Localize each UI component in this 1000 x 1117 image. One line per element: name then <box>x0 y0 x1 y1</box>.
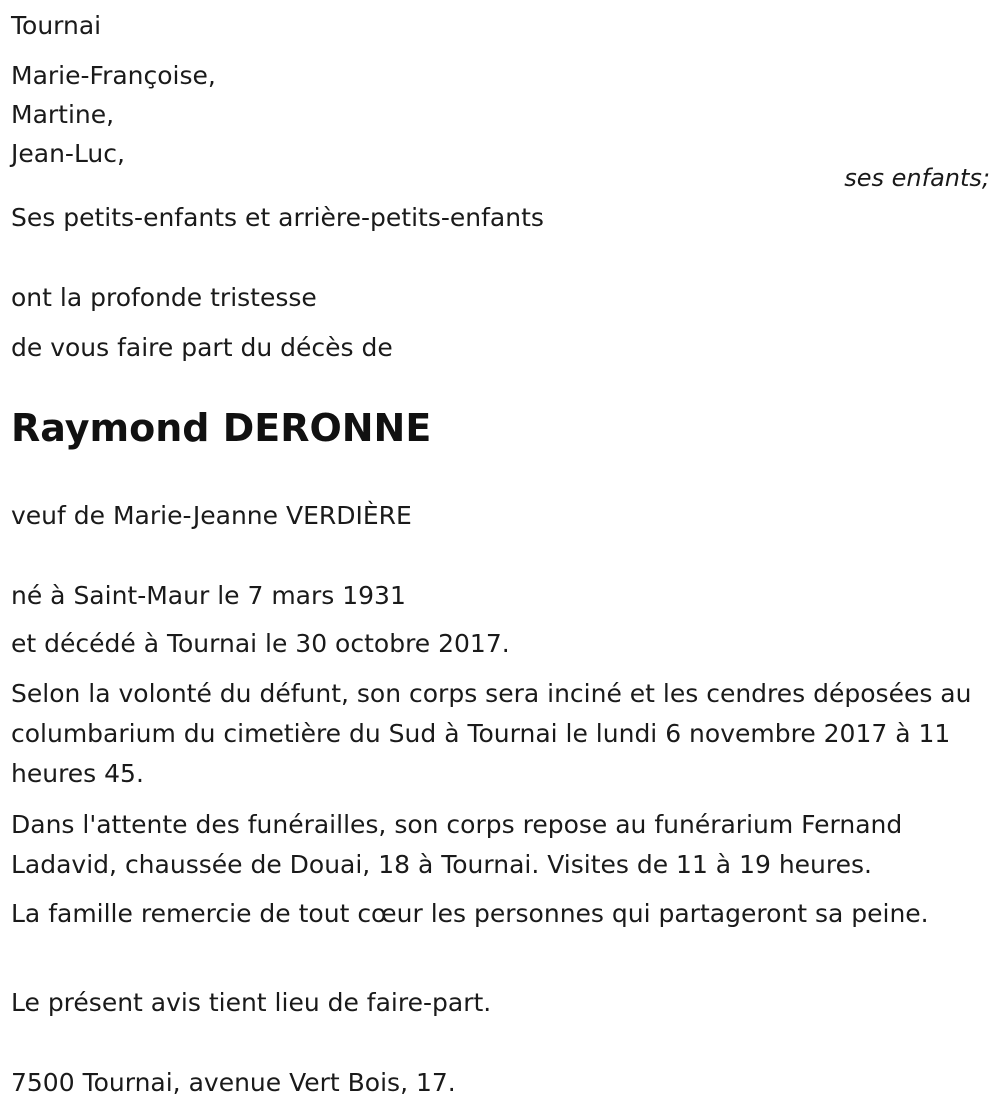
notice-line: Le présent avis tient lieu de faire-part. <box>11 988 492 1017</box>
announcement-line-1: ont la profonde tristesse <box>11 283 317 312</box>
announcement-line-2: de vous faire part du décès de <box>11 333 393 362</box>
child-name-1: Marie-Françoise, <box>11 61 216 90</box>
thanks-paragraph: La famille remercie de tout cœur les personnes qui partageront sa peine. <box>11 899 929 928</box>
city-heading: Tournai <box>11 11 102 40</box>
grandchildren-line: Ses petits-enfants et arrière-petits-enfants <box>11 203 544 232</box>
widower-line: veuf de Marie-Jeanne VERDIÈRE <box>11 501 412 530</box>
birth-line: né à Saint-Maur le 7 mars 1931 <box>11 581 406 610</box>
deceased-name: Raymond DERONNE <box>11 406 432 450</box>
funerarium-paragraph: Dans l'attente des funérailles, son corps repose au funérarium Fernand Ladavid, chaussée de Douai, 18 à Tournai. Visites de 11 à 19 heures. <box>11 810 903 879</box>
children-role-label: ses enfants; <box>844 164 990 192</box>
child-name-3: Jean-Luc, <box>11 139 125 168</box>
address-line: 7500 Tournai, avenue Vert Bois, 17. <box>11 1068 456 1097</box>
cremation-paragraph: Selon la volonté du défunt, son corps sera inciné et les cendres déposées au columbarium du cimetière du Sud à Tournai le lundi 6 novembre 2017 à 11 heures 45. <box>11 679 972 788</box>
death-line: et décédé à Tournai le 30 octobre 2017. <box>11 629 510 658</box>
child-name-2: Martine, <box>11 100 115 129</box>
